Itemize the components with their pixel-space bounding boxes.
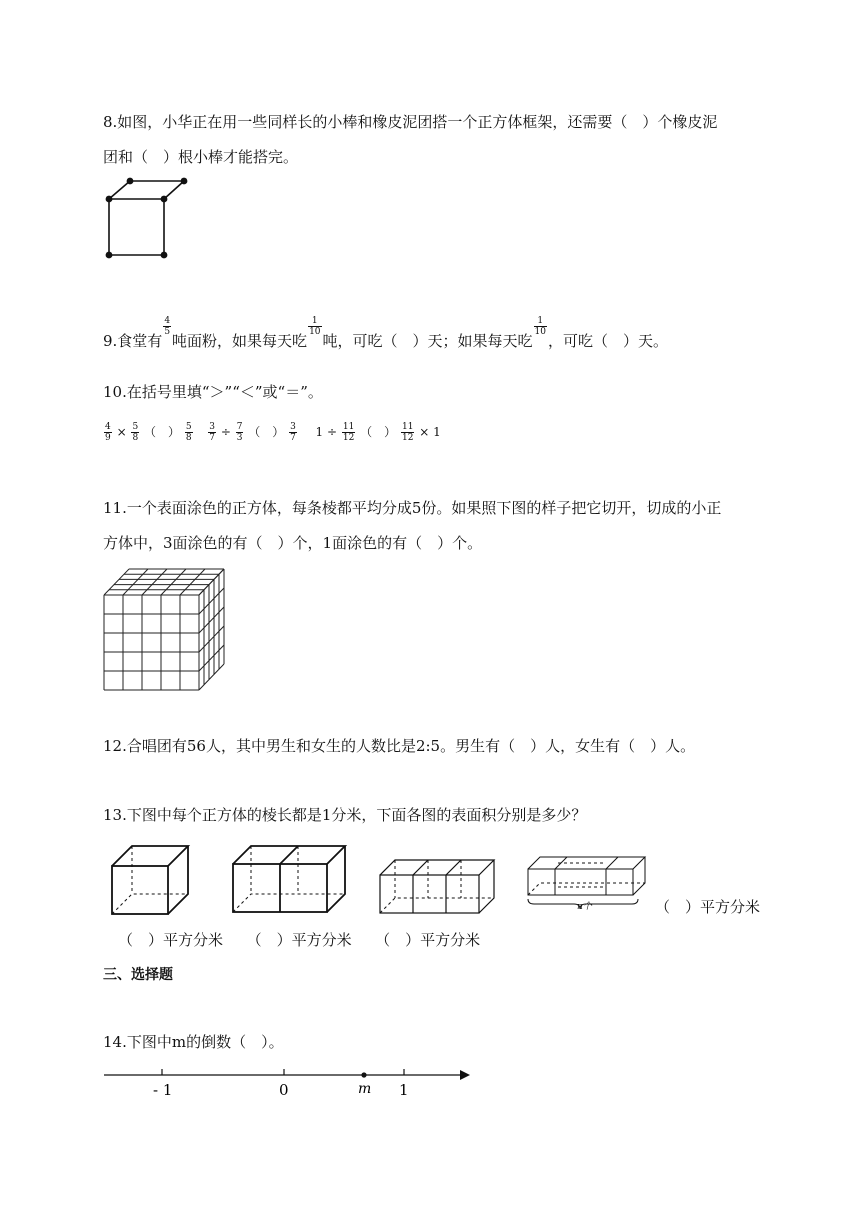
q10-e3-d: 1 [433, 425, 441, 439]
q9-part2: 吨面粉，如果每天吃 [172, 332, 308, 350]
q10-e1-op: × [116, 425, 127, 439]
tick-label-1: 1 [399, 1081, 409, 1099]
q9-part4: ，可吃（ ）天。 [547, 332, 668, 350]
q9-part1: 9.食堂有 [103, 332, 163, 350]
q10-e3-c: $\frac{11}{12}$ [401, 422, 414, 443]
q13-answer-3[interactable]: （ ）平方分米 [375, 931, 481, 949]
tick-label-neg1: - 1 [153, 1081, 173, 1099]
q10-e2-b: $\frac{7}{3}$ [236, 422, 243, 443]
q10-expressions [103, 422, 441, 443]
tick-label-0: 0 [279, 1081, 289, 1099]
cube-rows-figure [100, 840, 660, 920]
q10-e3-a: 1 [315, 425, 324, 439]
q13-answer-2[interactable]: （ ）平方分米 [246, 931, 352, 949]
q9-line [103, 316, 668, 351]
q10-e2-op: ÷ [220, 425, 231, 439]
q10-e2-c: $\frac{3}{7}$ [290, 422, 296, 443]
number-line-figure [100, 1064, 480, 1104]
q11-line1: 11.一个表面涂色的正方体，每条棱都平均分成5份。如果照下图的样子把它切开，切成的小正 [103, 499, 722, 517]
q10-e3-b: $\frac{11}{12}$ [342, 422, 355, 443]
q13-line1: 13.下图中每个正方体的棱长都是1分米，下面各图的表面积分别是多少？ [103, 806, 587, 824]
q9-fraction-3: $\frac{1}{10}$ [534, 316, 546, 337]
n-cubes-label: n个 [577, 902, 592, 912]
q9-fraction-2: $\frac{1}{10}$ [309, 316, 321, 337]
cube-frame-figure [100, 175, 200, 265]
q8-line1: 8.如图，小华正在用一些同样长的小棒和橡皮泥团搭一个正方体框架，还需要（ ）个橡皮泥 [103, 113, 718, 131]
q13-answers-row [118, 930, 480, 950]
q9-fraction-1: $\frac{4}{5}$ [164, 316, 171, 337]
q14-line1: 14.下图中m的倒数（ ）。 [103, 1033, 284, 1051]
q10-e1-a: $\frac{4}{9}$ [105, 422, 111, 443]
tick-label-m: m [358, 1081, 372, 1097]
q13-answer-1[interactable]: （ ）平方分米 [118, 931, 224, 949]
q12-line1: 12.合唱团有56人，其中男生和女生的人数比是2:5。男生有（ ）人，女生有（ ）人。 [103, 737, 696, 755]
q10-e3-op2: × [419, 425, 430, 439]
q10-e1-c: $\frac{5}{8}$ [185, 422, 192, 443]
q10-e3-op: ÷ [326, 425, 338, 439]
q10-e1-blank[interactable]: （ ） [144, 425, 181, 439]
q10-e2-a: $\frac{3}{7}$ [209, 422, 215, 443]
q8-line2: 团和（ ）根小棒才能搭完。 [103, 148, 299, 166]
q9-part3: 吨，可吃（ ）天；如果每天吃 [322, 332, 533, 350]
q10-title: 10.在括号里填“＞”“＜”或“＝”。 [103, 383, 323, 401]
q13-answer-4[interactable]: （ ）平方分米 [655, 898, 761, 916]
q11-line2: 方体中，3面涂色的有（ ）个，1面涂色的有（ ）个。 [103, 534, 483, 552]
q10-e2-blank[interactable]: （ ） [248, 425, 285, 439]
grid-cube-figure [102, 565, 232, 690]
section-3-title: 三、选择题 [103, 967, 173, 983]
q10-e3-blank[interactable]: （ ） [360, 425, 397, 439]
q10-e1-b: $\frac{5}{8}$ [132, 422, 139, 443]
